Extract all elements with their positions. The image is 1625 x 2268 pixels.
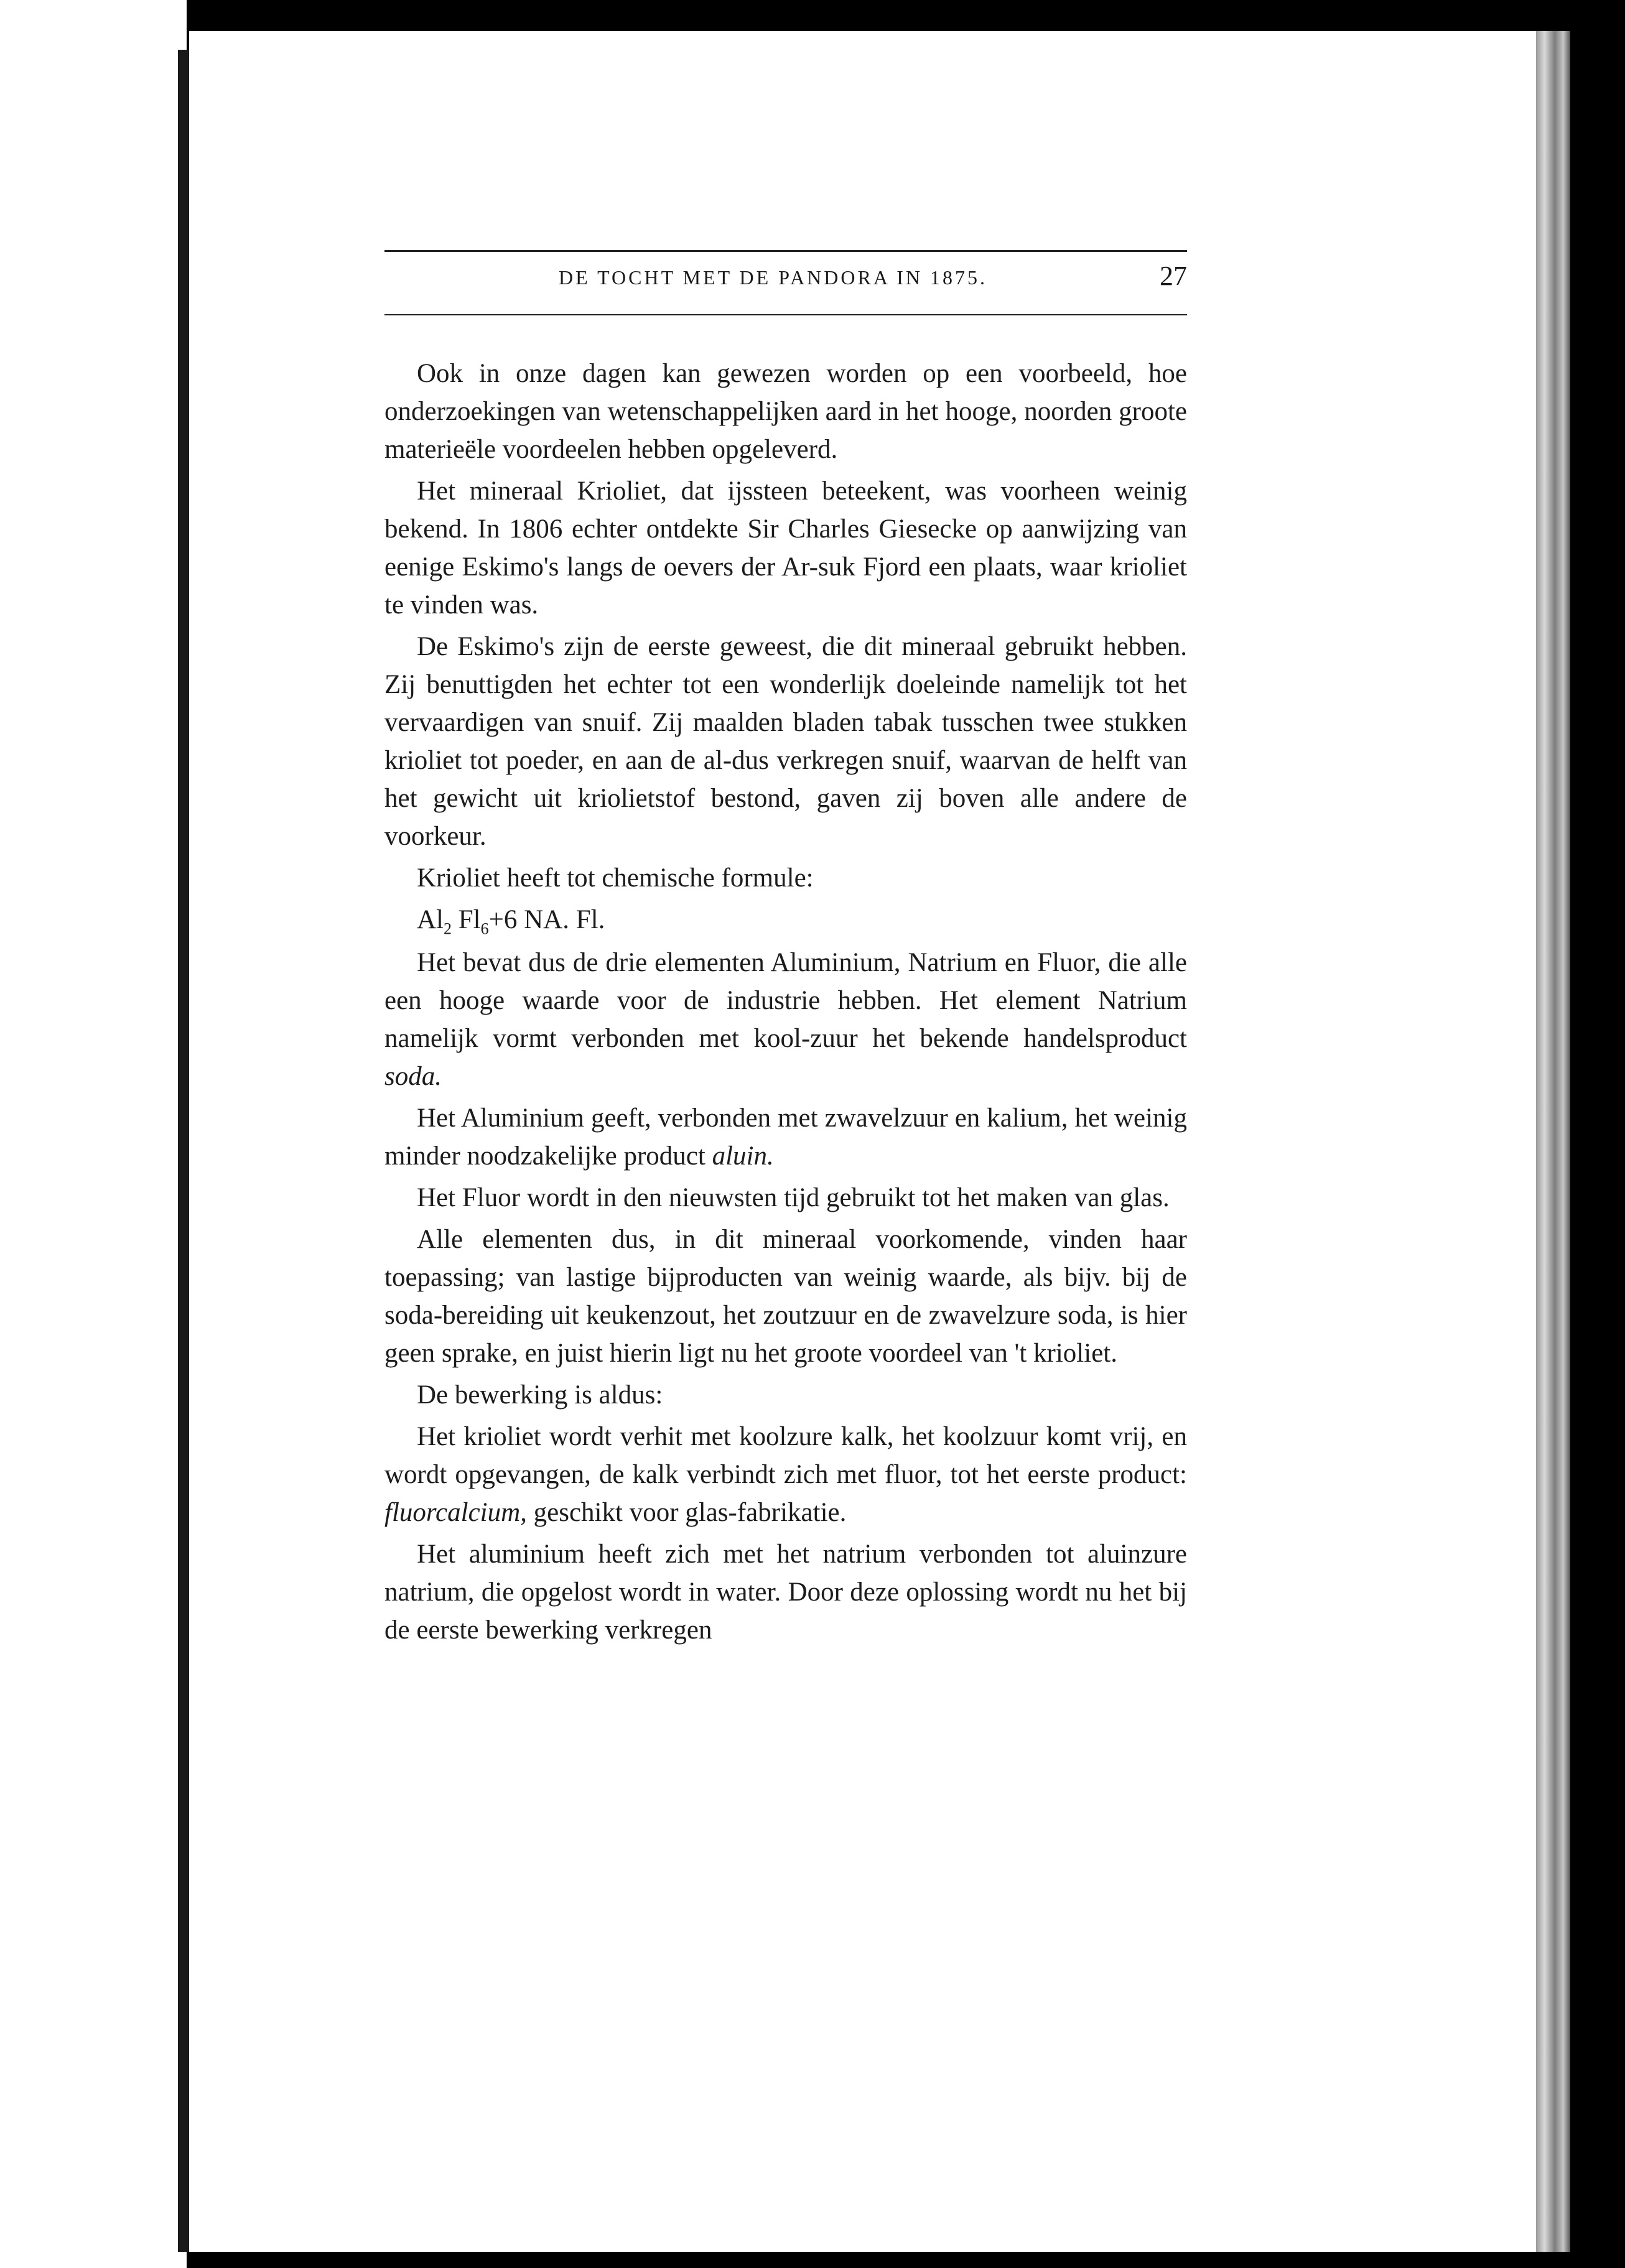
paragraph-text: Het krioliet wordt verhit met koolzure kalk, het koolzuur komt vrij, en wordt opgevangen, de kalk verbindt zich met fluor, tot het eerste product:	[384, 1422, 1187, 1489]
paragraph: Het Fluor wordt in den nieuwsten tijd gebruikt tot het maken van glas.	[417, 1183, 1170, 1212]
paragraph	[384, 944, 1187, 1095]
gutter-shadow	[178, 50, 189, 2252]
page-number: 27	[1160, 261, 1187, 291]
formula-fl-subscript: 6	[480, 919, 489, 938]
paragraph	[384, 1418, 1187, 1531]
paragraph: De Eskimo's zijn de eerste geweest, die dit mineraal gebruikt hebben. Zij benuttigden het echter tot een wonderlijk doeleinde namelijk tot het vervaardigen van snuif. Zij maalden bladen tabak tusschen twee stukken krioliet tot poeder, en aan de al-dus verkregen snuif, waarvan de helft van het gewicht uit kriolietstof bestond, gaven zij boven alle andere de voorkeur.	[384, 632, 1187, 851]
italic-term: soda.	[384, 1062, 442, 1091]
formula-fl: Fl	[452, 905, 481, 934]
book-block-edge	[1536, 31, 1570, 2252]
left-page-edge	[0, 0, 187, 2268]
body-text	[384, 355, 1187, 1653]
paragraph-text: Het bevat dus de drie elementen Aluminium, Natrium en Fluor, die alle een hooge waarde voor de industrie hebben. Het element Natrium namelijk vormt verbonden met kool-zuur het bekende handelsproduct	[384, 948, 1187, 1053]
paragraph: Ook in onze dagen kan gewezen worden op een voorbeeld, hoe onderzoekingen van wetenschappelijken aard in het hooge, noorden groote materieële voordeelen hebben opgeleverd.	[384, 359, 1187, 464]
paragraph	[384, 1099, 1187, 1175]
header-rule-top	[384, 250, 1187, 252]
paragraph-text: geschikt voor glas-fabrikatie.	[526, 1498, 847, 1527]
paragraph: Krioliet heeft tot chemische formule:	[417, 863, 814, 893]
formula-rest: +6 NA. Fl.	[488, 905, 605, 934]
paragraph: Alle elementen dus, in dit mineraal voorkomende, vinden haar toepassing; van lastige bijproducten van weinig waarde, als bijv. bij de soda-bereiding uit keukenzout, het zoutzuur en de zwavelzure soda, is hier geen sprake, en juist hierin ligt nu het groote voordeel van 't krioliet.	[384, 1225, 1187, 1368]
chemical-formula	[384, 901, 1187, 939]
paragraph-text: Het Aluminium geeft, verbonden met zwavelzuur en kalium, het weinig minder noodzakelijke product	[384, 1104, 1187, 1171]
formula-al-subscript: 2	[444, 919, 452, 938]
paragraph: Het mineraal Krioliet, dat ijssteen beteekent, was voorheen weinig bekend. In 1806 echter ontdekte Sir Charles Giesecke op aanwijzing van eenige Eskimo's langs de oevers der Ar-suk Fjord een plaats, waar krioliet te vinden was.	[384, 476, 1187, 620]
paragraph: Het aluminium heeft zich met het natrium verbonden tot aluinzure natrium, die opgelost wordt in water. Door deze oplossing wordt nu het bij de eerste bewerking verkregen	[384, 1540, 1187, 1645]
running-head	[384, 261, 1187, 299]
italic-term: fluorcalcium,	[384, 1498, 527, 1527]
header-rule-bottom	[384, 314, 1187, 315]
running-title: DE TOCHT MET DE PANDORA IN 1875.	[559, 266, 987, 289]
italic-term: aluin.	[712, 1141, 774, 1171]
formula-al: Al	[417, 905, 444, 934]
paragraph: De bewerking is aldus:	[417, 1380, 663, 1410]
